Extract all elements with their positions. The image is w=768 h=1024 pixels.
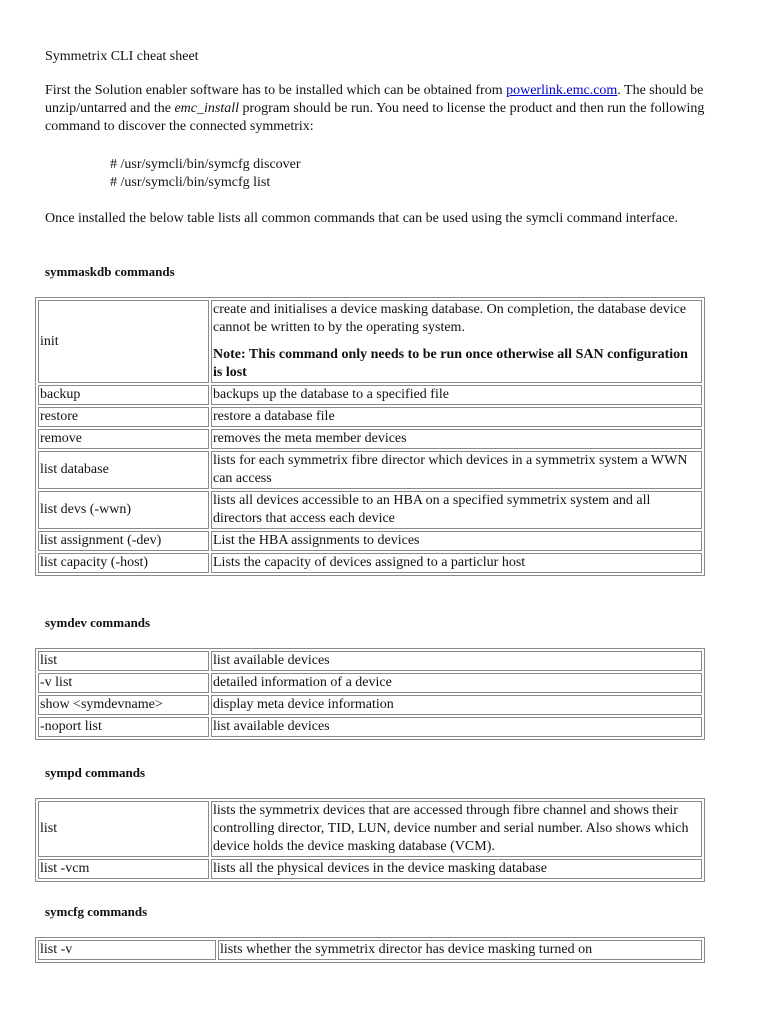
- section-heading-symmaskdb: symmaskdb commands: [45, 264, 175, 279]
- description-cell: lists for each symmetrix fibre director which devices in a symmetrix system a WWN can access: [211, 451, 702, 489]
- description-cell: backups up the database to a specified file: [211, 385, 702, 405]
- table-row: [38, 940, 702, 960]
- powerlink-link[interactable]: powerlink.emc.com: [506, 83, 618, 98]
- intro-paragraph: [45, 82, 725, 136]
- program-name: emc_install: [174, 101, 239, 116]
- table-row: [38, 451, 702, 489]
- command-cell: list database: [38, 451, 209, 489]
- description-cell: lists all the physical devices in the device masking database: [211, 859, 702, 879]
- symmaskdb-table: [35, 297, 705, 576]
- note-text: Note: This command only needs to be run once otherwise all SAN configuration is lost: [213, 347, 688, 380]
- section-heading-symcfg: symcfg commands: [45, 904, 148, 919]
- table-row: [38, 801, 702, 857]
- command-cell: -v list: [38, 673, 209, 693]
- command-list: # /usr/symcli/bin/symcfg list: [110, 175, 271, 190]
- table-row: [38, 385, 702, 405]
- description-cell: restore a database file: [211, 407, 702, 427]
- command-cell: list assignment (-dev): [38, 531, 209, 551]
- table-row: [38, 717, 702, 737]
- description-cell: display meta device information: [211, 695, 702, 715]
- table-row: [38, 673, 702, 693]
- command-cell: list devs (-wwn): [38, 491, 209, 529]
- table-row: [38, 429, 702, 449]
- command-cell: restore: [38, 407, 209, 427]
- description-cell: removes the meta member devices: [211, 429, 702, 449]
- table-row: [38, 531, 702, 551]
- description-cell: lists the symmetrix devices that are accessed through fibre channel and shows their controlling director, TID, LUN, device number and serial number. Also shows which device holds the device masking database (VCM).: [211, 801, 702, 857]
- table-row: [38, 695, 702, 715]
- description-cell: detailed information of a device: [211, 673, 702, 693]
- table-row: [38, 553, 702, 573]
- table-row: [38, 300, 702, 383]
- command-cell: list: [38, 801, 209, 857]
- command-cell: -noport list: [38, 717, 209, 737]
- description-cell: List the HBA assignments to devices: [211, 531, 702, 551]
- section-heading-symdev: symdev commands: [45, 615, 151, 630]
- command-cell: remove: [38, 429, 209, 449]
- symcfg-table: [35, 937, 705, 963]
- symdev-table: [35, 648, 705, 740]
- sympd-table: [35, 798, 705, 882]
- description-cell: lists all devices accessible to an HBA on a specified symmetrix system and all directors that access each device: [211, 491, 702, 529]
- description-cell: list available devices: [211, 651, 702, 671]
- intro-text-middle: . The should be unzip/untarred and the: [45, 83, 704, 116]
- command-cell: list -v: [38, 940, 216, 960]
- command-cell: list -vcm: [38, 859, 209, 879]
- document-title: Symmetrix CLI cheat sheet: [45, 49, 199, 64]
- command-cell: list capacity (-host): [38, 553, 209, 573]
- outro-paragraph: Once installed the below table lists all common commands that can be used using the symcli command interface.: [45, 211, 678, 226]
- command-cell: show <symdevname>: [38, 695, 209, 715]
- command-cell: init: [38, 300, 209, 383]
- table-row: [38, 651, 702, 671]
- description-cell: list available devices: [211, 717, 702, 737]
- table-row: [38, 407, 702, 427]
- command-cell: list: [38, 651, 209, 671]
- command-cell: backup: [38, 385, 209, 405]
- description-text: create and initialises a device masking database. On completion, the database device cannot be written to by the operating system.: [213, 302, 687, 335]
- table-row: [38, 859, 702, 879]
- command-discover: # /usr/symcli/bin/symcfg discover: [110, 157, 301, 172]
- intro-text-start: First the Solution enabler software has to be installed which can be obtained from: [45, 83, 507, 98]
- intro-text-end: program should be run. You need to license the product and then run the following command to discover the connected symmetrix:: [45, 101, 705, 134]
- section-heading-sympd: sympd commands: [45, 765, 146, 780]
- description-cell: Lists the capacity of devices assigned to a particlur host: [211, 553, 702, 573]
- description-cell: [211, 300, 702, 383]
- description-cell: lists whether the symmetrix director has device masking turned on: [218, 940, 702, 960]
- table-row: [38, 491, 702, 529]
